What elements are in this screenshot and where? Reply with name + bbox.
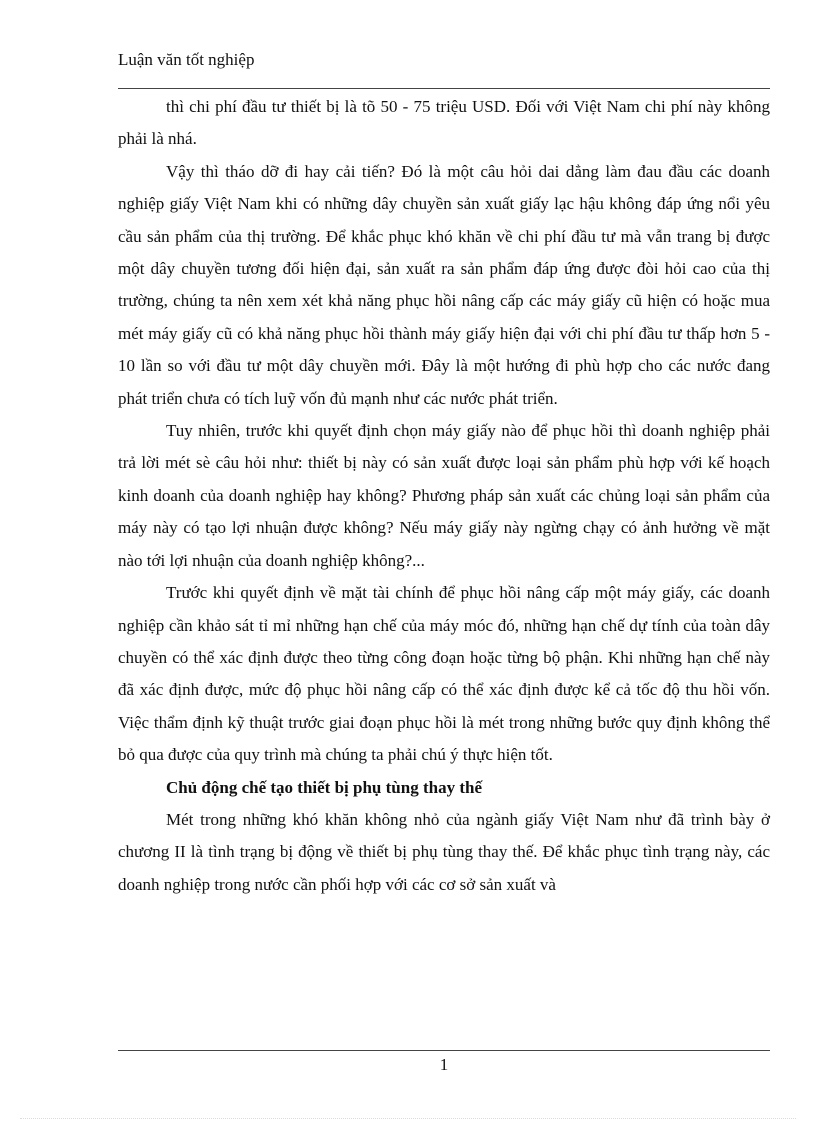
paragraph-financial-decision: Trước khi quyết định về mặt tài chính để phục hồi nâng cấp một máy giấy, các doanh nghiệp cần khảo sát tỉ mỉ những hạn chế của máy móc đó, những hạn chế dự tính của toàn dây chuyền có thể xác định được theo từng công đoạn hoặc từng bộ phận. Khi những hạn chế này đã xác định được, mức độ phục hồi nâng cấp có thể xác định được kể cả tốc độ thu hồi vốn. Việc thẩm định kỹ thuật trước giai đoạn phục hồi là mét trong những bước quy định không thể bỏ qua được của quy trình mà chúng ta phải chú ý thực hiện tốt. xyxy=(118,583,770,765)
footer-divider xyxy=(118,1050,770,1051)
paragraph-however: Tuy nhiên, trước khi quyết định chọn máy giấy nào để phục hồi thì doanh nghiệp phải trả lời mét sè câu hỏi như: thiết bị này có sản xuất được loại sản phẩm phù hợp với kế hoạch kinh doanh của doanh nghiệp hay không? Phương pháp sản xuất các chủng loại sản phẩm của máy này có tạo lợi nhuận được không? Nếu máy giấy này ngừng chạy có ảnh hưởng về mặt nào tới lợi nhuận của doanh nghiệp không?... xyxy=(118,421,770,570)
page-number: 1 xyxy=(439,1055,449,1074)
running-header-title: Luận văn tốt nghiệp xyxy=(118,50,255,69)
paragraph-continuation: thì chi phí đầu tư thiết bị là tõ 50 - 75 triệu USD. Đối với Việt Nam chi phí này không phải là nhá. xyxy=(118,97,770,149)
paragraph-renovate-or-dismantle: Vậy thì tháo dỡ đi hay cải tiến? Đó là một câu hỏi dai dẳng làm đau đầu các doanh nghiệp giấy Việt Nam khi có những dây chuyền sản xuất giấy lạc hậu không đáp ứng nổi yêu cầu sản phẩm của thị trường. Để khắc phục khó khăn về chi phí đầu tư mà vẫn trang bị được một dây chuyền tương đối hiện đại, sản xuất ra sản phẩm đáp ứng được đòi hỏi cao của thị trường, chúng ta nên xem xét khả năng phục hồi nâng cấp các máy giấy cũ hiện có hoặc mua mét máy giấy cũ có khả năng phục hồi thành máy giấy hiện đại với chi phí đầu tư thấp hơn 5 - 10 lần so với đầu tư một dây chuyền mới. Đây là một hướng đi phù hợp cho các nước đang phát triển chưa có tích luỹ vốn đủ mạnh như các nước phát triển. xyxy=(118,161,770,408)
page-edge-divider xyxy=(20,1118,796,1119)
header-divider xyxy=(118,88,770,89)
paragraph-spare-parts: Mét trong những khó khăn không nhỏ của ngành giấy Việt Nam như đã trình bày ở chương II là tình trạng bị động về thiết bị phụ tùng thay thế. Để khắc phục tình trạng này, các doanh nghiệp trong nước cần phối hợp với các cơ sở sản xuất và xyxy=(118,809,770,894)
document-body xyxy=(118,91,770,901)
section-heading: Chủ động chế tạo thiết bị phụ tùng thay thế xyxy=(166,777,482,797)
